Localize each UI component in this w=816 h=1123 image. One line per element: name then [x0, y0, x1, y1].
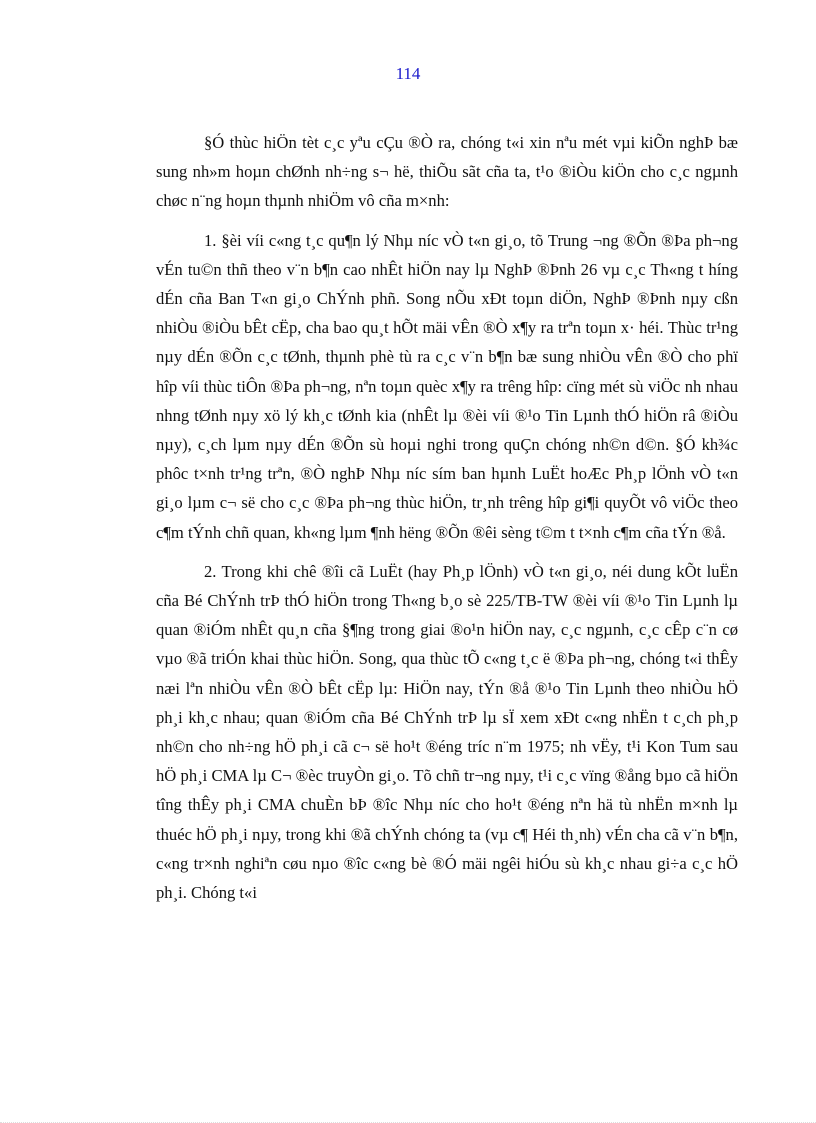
page-number: 114: [395, 64, 421, 83]
paragraph: 1. §èi víi c«ng t¸c qu¶n lý Nhµ níc vÒ t«n gi¸o, tõ Trung ¬ng ®Õn ®Þa ph¬ng vÉn tu©n thñ theo v¨n b¶n cao nhÊt hiÖn nay lµ NghÞ ®Þnh 26 vµ c¸c Th«ng t híng dÉn cña Ban T«n gi¸o ChÝnh phñ. Song nÕu xÐt toµn diÖn, NghÞ ®Þnh nµy cßn nhiÒu ®iÒu bÊt cËp, cha bao qu¸t hÕt mäi vÊn ®Ò x¶y ra trªn toµn x· héi. Thùc tr¹ng nµy dÉn ®Õn c¸c tØnh, thµnh phè tù ra c¸c v¨n b¶n bæ sung nhiÒu vÊn ®Ò cho phï hîp víi thùc tiÔn ®Þa ph¬ng, nªn toµn quèc x¶y ra trêng hîp: cïng mét sù viÖc nh nhau nhng tØnh nµy xö lý kh¸c tØnh kia (nhÊt lµ ®èi víi ®¹o Tin Lµnh thÓ hiÖn râ ®iÒu nµy), c¸ch lµm nµy dÉn ®Õn sù hoµi nghi trong quÇn chóng nh©n d©n. §Ó kh¾c phôc t×nh tr¹ng trªn, ®Ò nghÞ Nhµ níc sím ban hµnh LuËt hoÆc Ph¸p lÖnh vÒ t«n gi¸o lµm c¬ së cho c¸c ®Þa ph¬ng thùc hiÖn, tr¸nh trêng hîp gi¶i quyÕt vô viÖc theo c¶m tÝnh chñ quan, kh«ng lµm ¶nh hëng ®Õn ®êi sèng t©m t t×nh c¶m cña tÝn ®å.: [156, 230, 738, 542]
paragraph: §Ó thùc hiÖn tèt c¸c yªu cÇu ®Ò ra, chóng t«i xin nªu mét vµi kiÕn nghÞ bæ sung nh»m hoµn chØnh nh÷ng s¬ hë, thiÕu sãt cña ta, t¹o ®iÒu kiÖn cho c¸c ngµnh chøc n¨ng hoµn thµnh nhiÖm vô cña m×nh:: [156, 133, 738, 211]
paragraph: 2. Trong khi chê ®îi cã LuËt (hay Ph¸p lÖnh) vÒ t«n gi¸o, néi dung kÕt luËn cña Bé ChÝnh trÞ thÓ hiÖn trong Th«ng b¸o sè 225/TB-TW ®èi víi ®¹o Tin Lµnh lµ quan ®iÓm nhÊt qu¸n cña §¶ng trong giai ®o¹n hiÖn nay, c¸c ngµnh, c¸c cÊp c¨n cø vµo ®ã triÓn khai thùc hiÖn. Song, qua thùc tÕ c«ng t¸c ë ®Þa ph¬ng, chóng t«i thÊy næi lªn nhiÒu vÊn ®Ò bÊt cËp lµ: HiÖn nay, tÝn ®å ®¹o Tin Lµnh theo nhiÒu hÖ ph¸i kh¸c nhau; quan ®iÓm cña Bé ChÝnh trÞ lµ sÏ xem xÐt c«ng nhËn t c¸ch ph¸p nh©n cho nh÷ng hÖ ph¸i cã c¬ së ho¹t ®éng tríc n¨m 1975; nh vËy, t¹i Kon Tum sau hÖ ph¸i CMA lµ C¬ ®èc truyÒn gi¸o. Tõ chñ tr¬ng nµy, t¹i c¸c vïng ®ång bµo cã hiÖn tîng thÊy ph¸i CMA chuÈn bÞ ®îc Nhµ níc cho ho¹t ®éng nªn hä tù nhËn m×nh lµ thuéc hÖ ph¸i nµy, trong khi ®ã chÝnh chóng ta (vµ c¶ Héi th¸nh) vÉn cha cã v¨n b¶n, c«ng tr×nh nghiªn cøu nµo ®îc c«ng bè ®Ó mäi ngêi hiÓu sù kh¸c nhau gi÷a c¸c hÖ ph¸i. Chóng t«i: [156, 561, 738, 903]
body-text: [156, 128, 738, 907]
